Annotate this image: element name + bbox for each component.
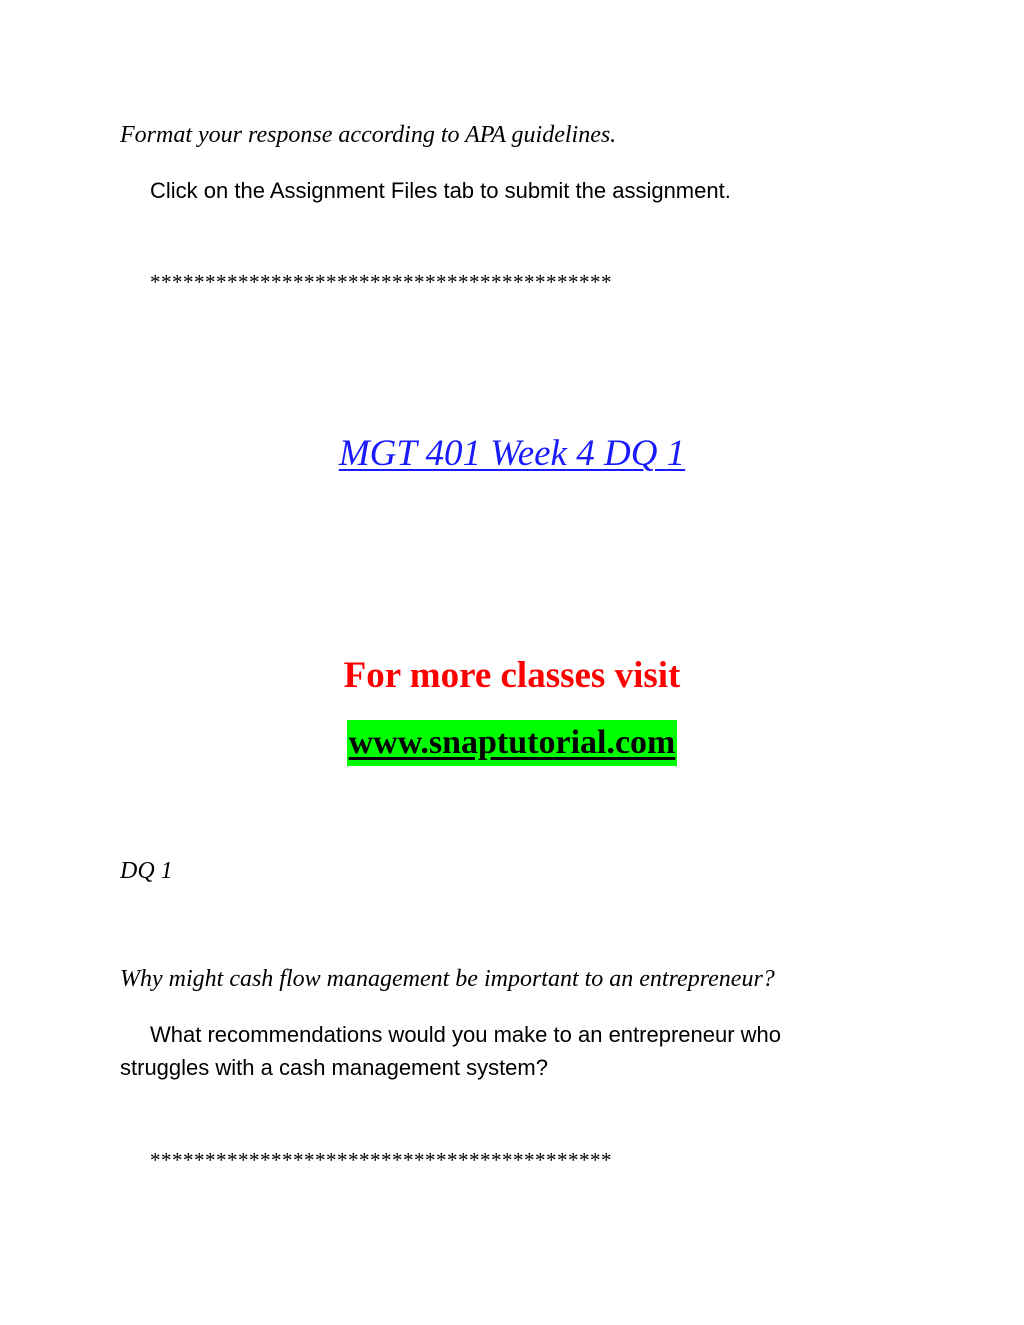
promo-url-wrapper — [0, 720, 1024, 766]
format-instruction: Format your response according to APA guidelines. — [120, 122, 617, 148]
recommendation-line-1: What recommendations would you make to an entrepreneur who — [150, 1022, 782, 1047]
promo-url-link[interactable]: www.snaptutorial.com — [347, 720, 678, 766]
recommendation-line-2: struggles with a cash management system? — [120, 1055, 548, 1080]
promo-text: For more classes visit — [343, 655, 681, 696]
question-line: Why might cash flow management be important to an entrepreneur? — [120, 966, 775, 992]
section-heading: DQ 1 — [120, 858, 173, 884]
title-link[interactable]: MGT 401 Week 4 DQ 1 — [338, 433, 686, 474]
separator-bottom: ****************************************** — [150, 1148, 612, 1172]
submit-instruction: Click on the Assignment Files tab to submit the assignment. — [150, 178, 731, 203]
separator-top: ****************************************** — [150, 270, 612, 294]
